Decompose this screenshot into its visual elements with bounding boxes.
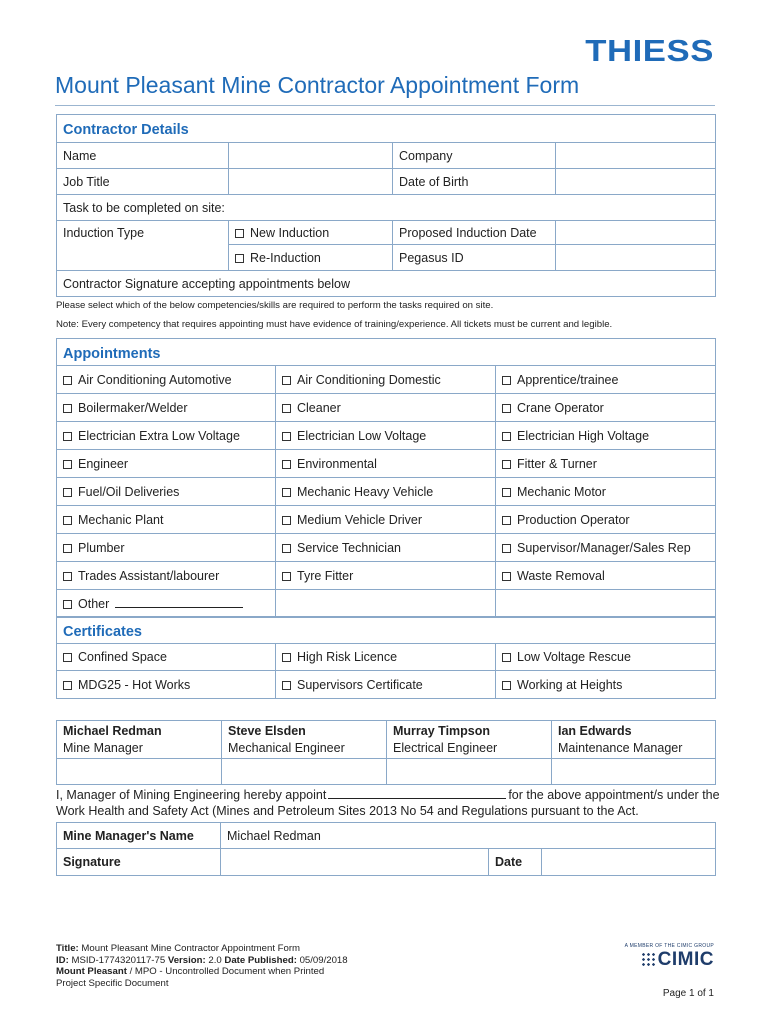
other-label: Other [78,596,110,611]
checkbox[interactable] [502,460,511,469]
appointment-label: Environmental [297,456,377,471]
certificate-label: Working at Heights [517,677,623,692]
footer-project-line: Project Specific Document [56,977,169,989]
appointment-label: Crane Operator [517,400,604,415]
certificate-option[interactable] [276,644,496,671]
manager-name: Ian Edwards [558,723,632,738]
manager-role: Mine Manager [63,740,143,755]
checkbox[interactable] [282,653,291,662]
manager-role: Maintenance Manager [558,740,683,755]
appointment-label: Medium Vehicle Driver [297,512,423,527]
appointment-option[interactable] [276,562,496,590]
appointments-table [56,338,716,618]
contractor-details-heading: Contractor Details [57,115,716,143]
manager-cell [552,721,716,759]
appointment-option[interactable] [496,534,716,562]
manager-signature-field[interactable] [222,759,387,785]
proposed-date-label: Proposed Induction Date [393,221,556,245]
checkbox[interactable] [63,681,72,690]
footer-site-line [56,966,348,978]
appointment-option[interactable] [276,534,496,562]
appointment-label: Production Operator [517,512,630,527]
note-evidence: Note: Every competency that requires appointing must have evidence of training/experience. All tickets must be current and legible. [56,319,613,330]
appointment-label: Mechanic Motor [517,484,606,499]
checkbox[interactable] [63,432,72,441]
date-field[interactable] [542,849,716,876]
cimic-tagline: A MEMBER OF THE CIMIC GROUP [624,943,714,949]
appointment-label: Trades Assistant/labourer [78,568,220,583]
appointment-label: Engineer [78,456,129,471]
pegasus-field[interactable] [556,245,716,271]
checkbox[interactable] [502,404,511,413]
footer-site-label: Mount Pleasant [56,966,127,977]
statement-start: I, Manager of Mining Engineering hereby appoint [56,788,327,802]
document-footer [56,943,348,989]
appointment-other-option[interactable] [57,590,276,618]
checkbox[interactable] [63,600,72,609]
checkbox[interactable] [63,572,72,581]
footer-published-value: 05/09/2018 [299,954,348,966]
checkbox[interactable] [282,376,291,385]
job-title-label: Job Title [57,169,229,195]
checkbox[interactable] [63,516,72,525]
checkbox[interactable] [502,432,511,441]
certificate-option[interactable] [496,644,716,671]
appointment-option[interactable] [57,506,276,534]
appointment-label: Service Technician [297,540,401,555]
appointment-option[interactable] [496,422,716,450]
manager-role: Mechanical Engineer [228,740,345,755]
certificate-label: Supervisors Certificate [297,677,423,692]
checkbox[interactable] [282,544,291,553]
footer-published-label: Date Published: [224,954,297,966]
appointment-option[interactable] [276,506,496,534]
re-induction-label: Re-Induction [250,250,321,265]
appointment-option[interactable] [276,478,496,506]
certificate-option[interactable] [276,671,496,699]
footer-title-line [56,943,348,955]
note-select: Please select which of the below competencies/skills are required to perform the tasks required on site. [56,300,494,311]
certificate-label: Confined Space [78,650,167,664]
title-divider [55,105,715,106]
mine-manager-name-label: Mine Manager's Name [57,823,221,849]
checkbox[interactable] [63,653,72,662]
cimic-wordmark: CIMIC [657,949,714,970]
signature-label: Signature [57,849,221,876]
appointment-label: Plumber [78,540,125,555]
appointment-option[interactable] [496,478,716,506]
appointments-heading: Appointments [57,339,716,366]
checkbox[interactable] [235,229,244,238]
checkbox[interactable] [63,544,72,553]
mine-manager-name-value[interactable]: Michael Redman [221,823,716,849]
appointment-label: Electrician Low Voltage [297,428,427,443]
appointment-option[interactable] [57,366,276,394]
checkbox[interactable] [63,404,72,413]
appointment-option[interactable] [57,394,276,422]
certificate-option[interactable] [496,671,716,699]
certificate-label: High Risk Licence [297,650,398,664]
manager-signature-field[interactable] [387,759,552,785]
date-label: Date [489,849,542,876]
appointment-option[interactable] [57,450,276,478]
manager-signature-field[interactable] [57,759,222,785]
certificate-option[interactable] [57,644,276,671]
appointment-option[interactable] [496,506,716,534]
manager-role: Electrical Engineer [393,740,498,755]
checkbox[interactable] [282,460,291,469]
appointment-label: Fitter & Turner [517,456,597,471]
manager-cell [57,721,222,759]
appointment-label: Supervisor/Manager/Sales Rep [517,540,691,555]
cimic-logo [625,943,714,971]
certificate-label: Low Voltage Rescue [517,650,631,664]
manager-signature-field[interactable] [552,759,716,785]
appointment-option[interactable] [276,450,496,478]
checkbox[interactable] [502,681,511,690]
page-title: Mount Pleasant Mine Contractor Appointment Form [55,72,580,98]
footer-version-label: Version: [167,954,206,966]
manager-name: Michael Redman [63,723,162,738]
statement-end: for the above appointment/s under the Work Health and Safety Act (Mines and Petroleum Sites 2013 No 54 and Regulations pursuant to the Act. [56,788,720,818]
appointment-label: Electrician Extra Low Voltage [78,428,240,443]
new-induction-label: New Induction [250,225,330,240]
checkbox[interactable] [282,516,291,525]
appointment-option[interactable] [57,478,276,506]
task-label[interactable]: Task to be completed on site: [57,195,716,221]
appointment-label: Electrician High Voltage [517,428,650,443]
manager-name: Murray Timpson [393,723,491,738]
name-field[interactable] [229,143,393,169]
manager-name: Steve Elsden [228,723,306,738]
appointment-label: Fuel/Oil Deliveries [78,484,180,499]
checkbox[interactable] [63,488,72,497]
footer-site-value: / MPO - Uncontrolled Document when Printed [129,966,325,977]
manager-cell [387,721,552,759]
managers-table [56,720,716,785]
cimic-dots-icon [641,952,655,966]
dob-field[interactable] [556,169,716,195]
checkbox[interactable] [502,572,511,581]
pegasus-label: Pegasus ID [393,245,556,271]
checkbox[interactable] [282,488,291,497]
checkbox[interactable] [63,460,72,469]
name-label: Name [57,143,229,169]
checkbox[interactable] [502,516,511,525]
company-field[interactable] [556,143,716,169]
company-label: Company [393,143,556,169]
thiess-logo: THIESS [585,33,714,68]
proposed-date-field[interactable] [556,221,716,245]
appointment-label: Tyre Fitter [297,568,354,583]
empty-cell [276,590,496,618]
footer-version-value: 2.0 [208,954,222,966]
certificate-option[interactable] [57,671,276,699]
dob-label: Date of Birth [393,169,556,195]
certificates-heading: Certificates [57,617,716,644]
appointee-input-line[interactable] [328,789,506,799]
footer-title-label: Title: [56,943,79,954]
checkbox[interactable] [502,544,511,553]
appointment-label: Mechanic Plant [78,512,164,527]
appointment-label: Waste Removal [517,568,605,583]
appointment-option[interactable] [57,422,276,450]
re-induction-option[interactable] [229,245,393,271]
signoff-table [56,822,716,876]
appointment-option[interactable] [496,562,716,590]
job-title-field[interactable] [229,169,393,195]
appointment-statement [56,787,721,819]
checkbox[interactable] [63,376,72,385]
checkbox[interactable] [282,432,291,441]
appointment-option[interactable] [496,366,716,394]
appointment-option[interactable] [276,366,496,394]
manager-cell [222,721,387,759]
checkbox[interactable] [282,681,291,690]
appointment-label: Boilermaker/Welder [78,400,188,415]
appointment-option[interactable] [496,450,716,478]
appointment-option[interactable] [57,562,276,590]
footer-id-label: ID: [56,954,69,966]
appointment-label: Mechanic Heavy Vehicle [297,484,434,499]
footer-title-value: Mount Pleasant Mine Contractor Appointment Form [81,943,301,954]
footer-id-value: MSID-1774320117-75 [71,954,166,966]
appointment-label: Cleaner [297,400,341,415]
appointment-label: Apprentice/trainee [517,372,619,387]
appointment-option[interactable] [496,394,716,422]
checkbox[interactable] [282,572,291,581]
footer-id-line [56,955,348,967]
checkbox[interactable] [235,254,244,263]
appointment-option[interactable] [57,534,276,562]
certificate-label: MDG25 - Hot Works [78,677,191,692]
new-induction-option[interactable] [229,221,393,245]
contractor-details-table [56,114,716,297]
checkbox[interactable] [502,653,511,662]
appointment-option[interactable] [276,394,496,422]
appointment-label: Air Conditioning Automotive [78,372,232,387]
page-number: Page 1 of 1 [662,988,714,999]
appointment-option[interactable] [276,422,496,450]
signature-field[interactable] [221,849,489,876]
checkbox[interactable] [282,404,291,413]
empty-cell [496,590,716,618]
contractor-signature-field[interactable]: Contractor Signature accepting appointments below [57,271,716,297]
checkbox[interactable] [502,488,511,497]
checkbox[interactable] [502,376,511,385]
appointment-label: Air Conditioning Domestic [297,372,441,387]
other-input-line[interactable] [115,598,243,608]
certificates-table [56,616,716,699]
induction-type-label: Induction Type [57,221,229,271]
